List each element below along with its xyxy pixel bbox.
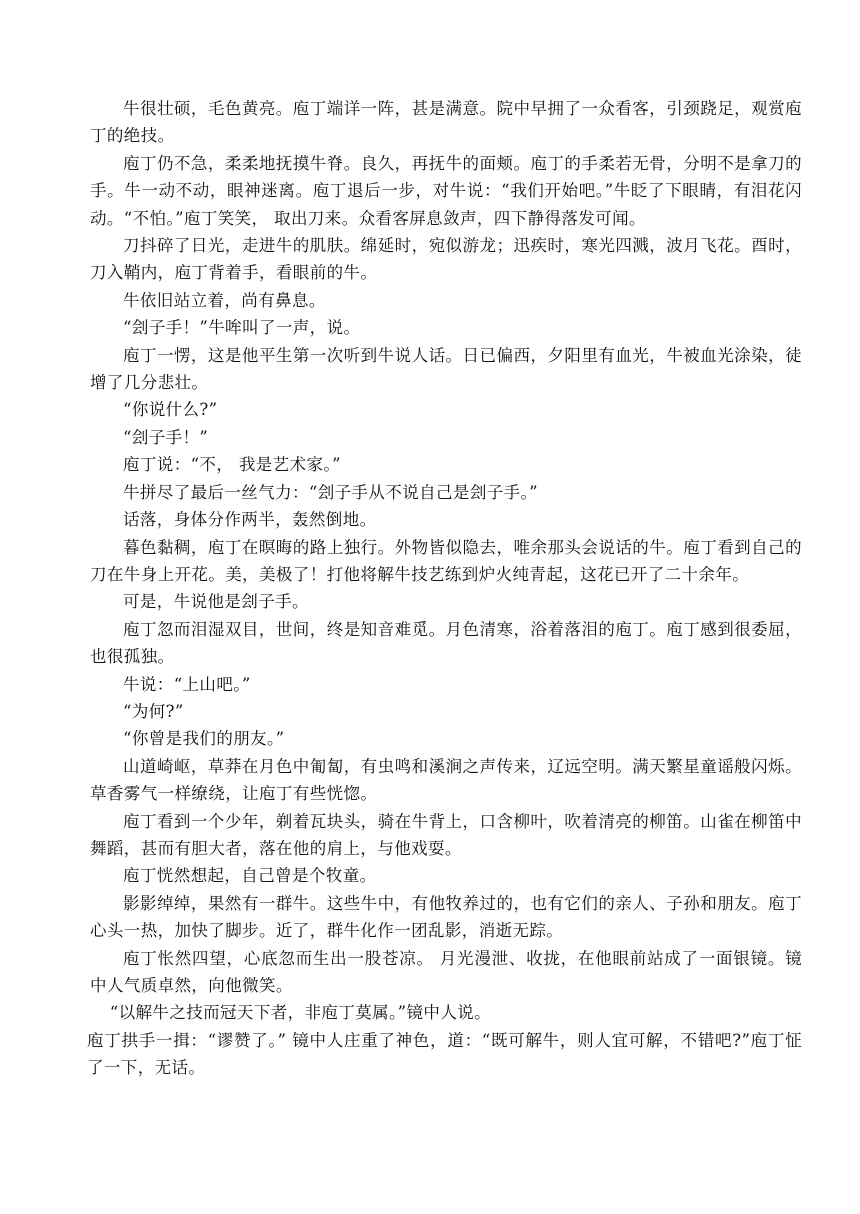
paragraph: 可是，牛说他是刽子手。 (123, 592, 309, 612)
paragraph: 庖丁拱手一揖：“谬赞了。” 镜中人庄重了神色，道：“既可解牛，则人宜可解，不错吧?”庖丁怔了一下，无话。 (87, 1030, 802, 1078)
paragraph: 牛很壮硕，毛色黄亮。庖丁端详一阵，甚是满意。院中早拥了一众看客，引颈跷足，观赏庖丁的绝技。 (90, 99, 802, 146)
paragraph: 牛拼尽了最后一丝气力：“刽子手从不说自己是刽子手。” (123, 482, 539, 502)
paragraph: “以解牛之技而冠天下者，非庖丁莫属。”镜中人说。 (109, 1003, 492, 1023)
paragraph: 庖丁忽而泪湿双目，世间，终是知音难觅。月色清寒，浴着落泪的庖丁。庖丁感到很委屈，也很孤独。 (90, 619, 802, 667)
paragraph: 影影绰绰，果然有一群牛。这些牛中，有他牧养过的，也有它们的亲人、子孙和朋友。庖丁心头一热，加快了脚步。近了，群牛化作一团乱影，消逝无踪。 (90, 893, 802, 941)
paragraph: 牛依旧站立着，尚有鼻息。 (123, 290, 326, 310)
story-text (87, 95, 802, 1082)
paragraph: “你说什么?” (123, 400, 218, 420)
paragraph: 庖丁说：“不， 我是艺术家。” (123, 455, 341, 475)
paragraph: “刽子手！” (123, 427, 209, 447)
paragraph: “为何?” (123, 701, 184, 721)
paragraph: 刀抖碎了日光，走进牛的肌肤。绵延时，宛似游龙；迅疾时，寒光四溅，波月飞花。酉时，刀入鞘内，庖丁背着手，看眼前的牛。 (90, 236, 802, 283)
paragraph: “你曾是我们的朋友。” (123, 729, 285, 749)
paragraph: 山道崎岖，草莽在月色中匍匐，有虫鸣和溪涧之声传来，辽远空明。满天繁星童谣般闪烁。草香雾气一样缭绕，让庖丁有些恍惚。 (90, 756, 802, 804)
paragraph: 庖丁一愣，这是他平生第一次听到牛说人话。日已偏西，夕阳里有血光，牛被血光涂染，徒增了几分悲壮。 (90, 345, 802, 393)
paragraph: 暮色黏稠，庖丁在暝晦的路上独行。外物皆似隐去，唯余那头会说话的牛。庖丁看到自己的刀在牛身上开花。美，美极了！打他将解牛技艺练到炉火纯青起，这花已开了二十余年。 (90, 537, 802, 584)
paragraph: 庖丁仍不急，柔柔地抚摸牛脊。良久，再抚牛的面颊。庖丁的手柔若无骨，分明不是拿刀的手。牛一动不动，眼神迷离。庖丁退后一步，对牛说：“我们开始吧。”牛眨了下眼睛，有泪花闪动。“不怕。”庖丁笑笑， 取出刀来。众看客屏息敛声，四下静得落发可闻。 (90, 153, 802, 228)
paragraph: 庖丁恍然想起，自己曾是个牧童。 (123, 866, 377, 886)
paragraph: 庖丁怅然四望，心底忽而生出一股苍凉。 月光漫泄、收拢，在他眼前站成了一面银镜。镜中人气质卓然，向他微笑。 (90, 948, 802, 995)
paragraph: 牛说：“上山吧。” (123, 674, 251, 694)
paragraph: 话落，身体分作两半，轰然倒地。 (123, 510, 377, 530)
paragraph: “刽子手！”牛哞叫了一声，说。 (123, 318, 361, 338)
paragraph: 庖丁看到一个少年，剃着瓦块头，骑在牛背上，口含柳叶，吹着清亮的柳笛。山雀在柳笛中舞蹈，甚而有胆大者，落在他的肩上，与他戏耍。 (90, 811, 802, 858)
